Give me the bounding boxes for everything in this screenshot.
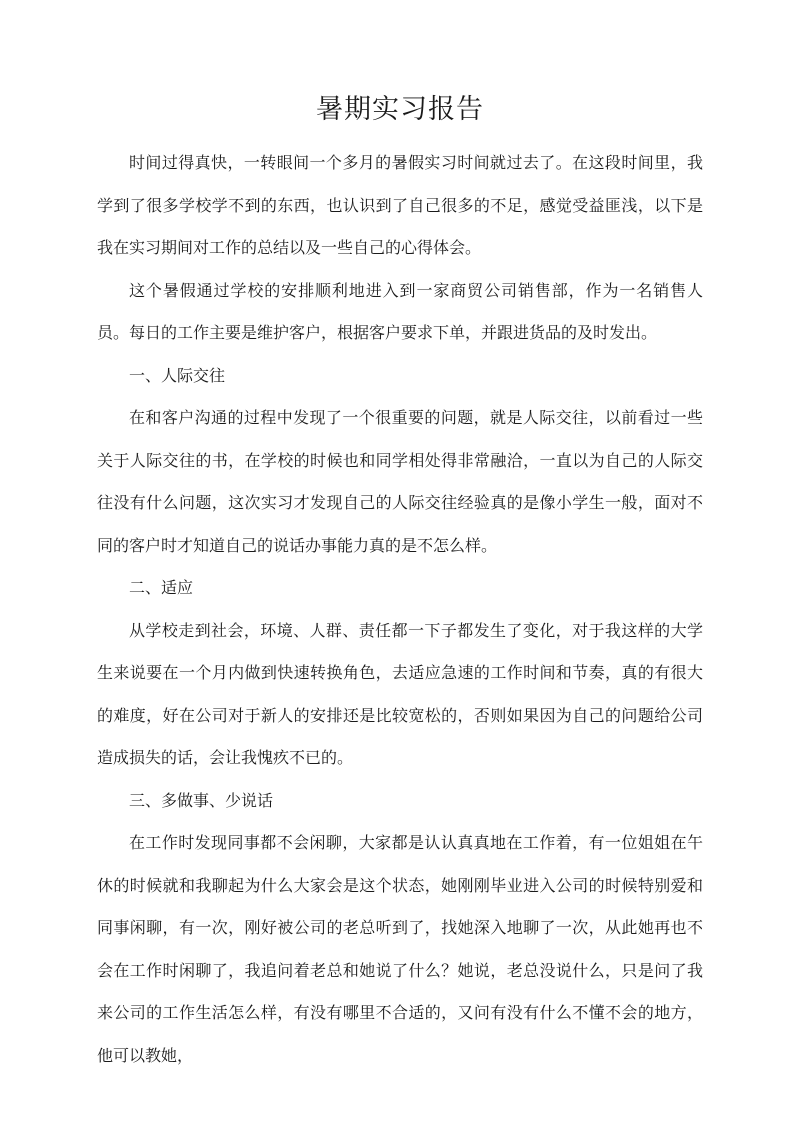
document-body: [97, 142, 703, 1077]
section-heading: 二、适应: [129, 578, 194, 597]
body-paragraph: 在和客户沟通的过程中发现了一个很重要的问题，就是人际交往，以前看过一些关于人际交往的书，在学校的时候也和同学相处得非常融洽，一直以为自己的人际交往没有什么问题，这次实习才发现自己的人际交往经验真的是像小学生一般，面对不同的客户时才知道自己的说话办事能力真的是不怎么样。: [97, 408, 703, 555]
body-paragraph: 从学校走到社会，环境、人群、责任都一下子都发生了变化，对于我这样的大学生来说要在一个月内做到快速转换角色，去适应急速的工作时间和节奏，真的有很大的难度，好在公司对于新人的安排还是比较宽松的，否则如果因为自己的问题给公司造成损失的话，会让我愧疚不已的。: [97, 620, 703, 767]
section-heading: 三、多做事、少说话: [129, 790, 274, 810]
body-paragraph: 时间过得真快，一转眼间一个多月的暑假实习时间就过去了。在这段时间里，我学到了很多学校学不到的东西，也认识到了自己很多的不足，感觉受益匪浅，以下是我在实习期间对工作的总结以及一些自己的心得体会。: [97, 153, 703, 257]
body-paragraph: 这个暑假通过学校的安排顺利地进入到一家商贸公司销售部，作为一名销售人员。每日的工作主要是维护客户，根据客户要求下单，并跟进货品的及时发出。: [97, 280, 703, 342]
body-paragraph: 在工作时发现同事都不会闲聊，大家都是认认真真地在工作着，有一位姐姐在午休的时候就和我聊起为什么大家会是这个状态，她刚刚毕业进入公司的时候特别爱和同事闲聊，有一次，刚好被公司的老总听到了，找她深入地聊了一次，从此她再也不会在工作时闲聊了，我追问着老总和她说了什么？她说，老总没说什么，只是问了我来公司的工作生活怎么样，有没有哪里不合适的，又问有没有什么不懂不会的地方，他可以教她，: [97, 833, 703, 1065]
section-heading: 一、人际交往: [129, 365, 226, 385]
document-title: 暑期实习报告: [316, 94, 484, 125]
